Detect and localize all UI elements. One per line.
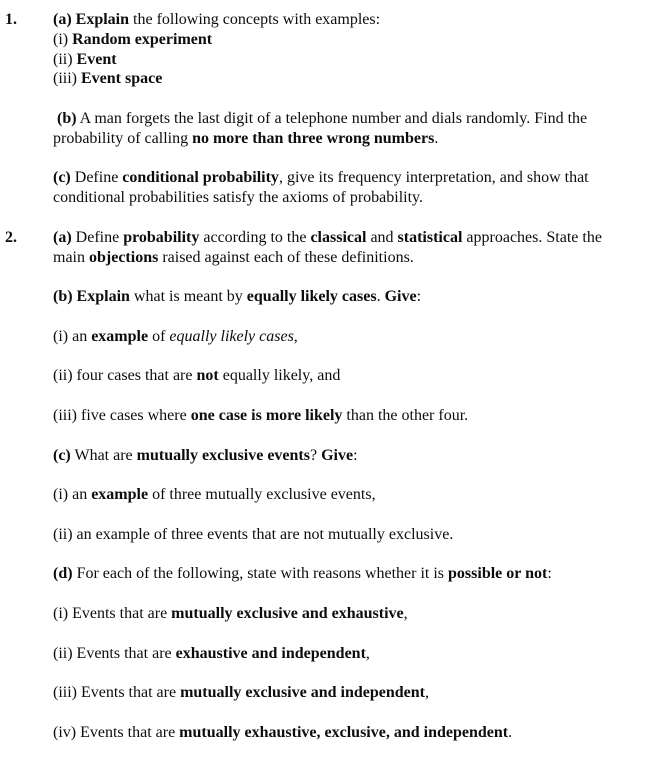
text-run: :	[353, 446, 358, 464]
text-line	[53, 327, 641, 347]
text-run: Event space	[81, 70, 163, 88]
text-run: (ii) an example of three events that are not mutually exclusive.	[53, 525, 454, 543]
text-run: probability	[123, 228, 200, 246]
text-line	[53, 564, 641, 584]
paragraph	[53, 168, 641, 208]
question-2	[5, 228, 645, 762]
text-run: (iii) five cases where	[53, 406, 191, 424]
text-run: the following concepts with examples:	[129, 11, 381, 28]
text-run: Give	[321, 446, 354, 464]
text-run: mutually exhaustive, exclusive, and independent	[179, 723, 509, 741]
text-run: statistical	[397, 228, 463, 246]
text-run: (a) Explain	[53, 11, 130, 28]
text-run: ,	[365, 644, 370, 662]
paragraph	[53, 525, 641, 545]
text-run: .	[508, 723, 513, 741]
text-run: For each of the following, state with reasons whether it is	[72, 565, 449, 583]
text-run: raised against each of these definitions.	[158, 248, 414, 266]
text-line	[53, 109, 641, 129]
paragraph	[53, 327, 641, 347]
text-line	[53, 366, 641, 386]
paragraph	[53, 287, 641, 307]
text-line	[53, 168, 641, 188]
text-run: one case is more likely	[190, 406, 343, 424]
text-run: of	[148, 327, 170, 345]
text-run: and	[366, 228, 398, 246]
text-run: ,	[425, 684, 429, 702]
text-run: (ii) Events that are	[53, 644, 176, 662]
text-run: Define	[71, 228, 124, 246]
text-run: of three mutually exclusive events,	[148, 486, 376, 504]
text-run: (a)	[53, 228, 72, 246]
text-run: :	[547, 565, 552, 583]
text-run: equally likely cases	[246, 288, 377, 306]
text-run: probability of calling	[53, 129, 193, 147]
text-line	[53, 50, 641, 70]
text-run: (ii)	[53, 50, 77, 68]
text-run: Give	[384, 288, 417, 306]
text-run: what is meant by	[129, 288, 247, 306]
text-run: mutually exclusive and independent	[180, 684, 425, 702]
text-run: What are	[70, 446, 137, 464]
text-run: (ii) four cases that are	[53, 367, 197, 385]
text-run: (b)	[57, 109, 77, 127]
paragraph	[53, 485, 641, 505]
text-run: exhaustive and independent	[175, 644, 366, 662]
text-run: (iii) Events that are	[53, 684, 181, 702]
question-number: 2.	[5, 228, 17, 246]
text-run: (iii)	[53, 70, 81, 88]
text-run: ?	[309, 446, 322, 464]
text-run: main	[53, 248, 89, 266]
paragraph	[53, 446, 641, 466]
text-run: (i) an	[53, 486, 92, 504]
paragraph	[53, 723, 641, 743]
text-line	[53, 406, 641, 426]
text-run: (iv) Events that are	[53, 723, 180, 741]
text-run: no more than three wrong numbers	[192, 129, 435, 147]
text-line	[53, 644, 641, 664]
text-run: than the other four.	[342, 406, 469, 424]
text-run: example	[91, 486, 149, 504]
text-run: (b) Explain	[53, 288, 130, 306]
paragraph	[53, 604, 641, 624]
text-run: .	[434, 129, 439, 147]
text-line	[53, 525, 641, 545]
text-run: conditional probabilities satisfy the axioms of probability.	[53, 189, 424, 207]
text-line	[53, 248, 641, 268]
text-run: possible or not	[448, 565, 548, 583]
text-run: objections	[89, 248, 159, 266]
text-run: :	[416, 288, 422, 306]
text-line	[53, 723, 641, 743]
question-content	[53, 10, 641, 228]
text-line	[53, 129, 641, 149]
text-run: , give its frequency interpretation, and show that	[278, 169, 589, 187]
text-run: (d)	[53, 565, 73, 583]
text-line	[53, 446, 641, 466]
text-run: equally likely cases	[169, 327, 294, 345]
text-run: mutually exclusive and exhaustive	[171, 604, 404, 622]
paragraph	[53, 366, 641, 386]
text-run: mutually exclusive events	[136, 446, 310, 464]
text-line	[53, 683, 641, 703]
text-line	[53, 30, 641, 50]
text-run: (c)	[53, 169, 71, 187]
text-run: not	[196, 367, 219, 385]
paragraph	[53, 109, 641, 149]
text-run: A man forgets the last digit of a telephone number and dials randomly. Find the	[76, 109, 588, 127]
text-line	[53, 188, 641, 208]
text-run: (i) Events that are	[53, 604, 172, 622]
text-run: (c)	[53, 446, 71, 464]
paragraph	[53, 564, 641, 584]
question-content	[53, 228, 641, 762]
text-line	[53, 69, 641, 89]
text-run: (i)	[53, 30, 73, 48]
text-run: (i) an	[53, 327, 92, 345]
paragraph	[53, 228, 641, 268]
question-number: 1.	[5, 11, 17, 28]
paragraph	[53, 10, 641, 89]
text-run: Random experiment	[72, 30, 213, 48]
paragraph	[53, 406, 641, 426]
text-run: Define	[70, 169, 123, 187]
text-run: equally likely, and	[218, 367, 341, 385]
text-line	[53, 604, 641, 624]
text-run: ,	[293, 327, 298, 345]
text-line	[53, 287, 641, 307]
paragraph	[53, 683, 641, 703]
text-line	[53, 485, 641, 505]
text-run: .	[376, 288, 385, 306]
text-line	[53, 10, 641, 30]
text-run: conditional probability	[122, 169, 279, 187]
question-1	[5, 10, 645, 228]
text-run: approaches. State the	[462, 228, 602, 246]
text-line	[53, 228, 641, 248]
text-run: according to the	[199, 228, 311, 246]
text-run: ,	[403, 604, 408, 622]
paragraph	[53, 644, 641, 664]
text-run: example	[91, 327, 149, 345]
text-run: Event	[76, 50, 117, 68]
text-run: classical	[310, 228, 367, 246]
